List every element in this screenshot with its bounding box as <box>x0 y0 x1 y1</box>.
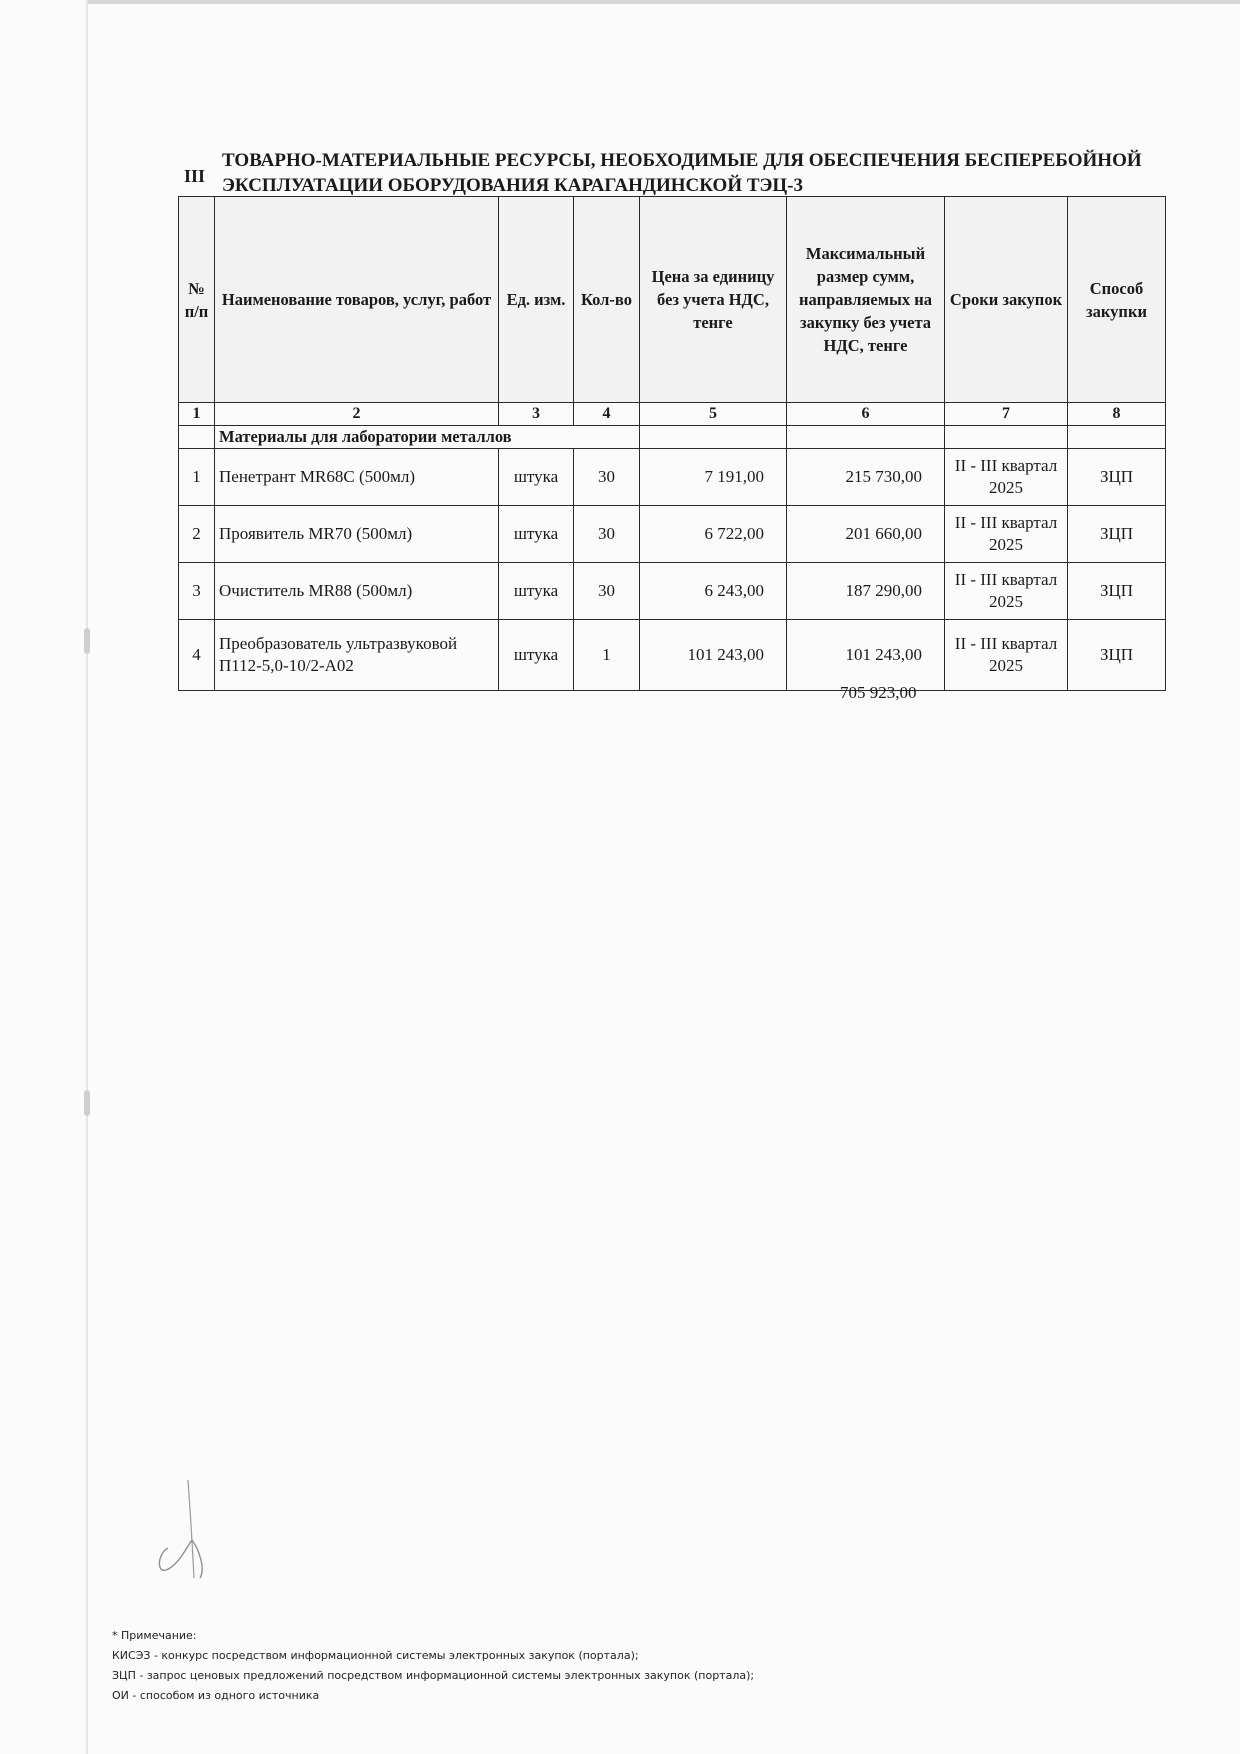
item-max-sum: 101 243,00 <box>787 620 945 691</box>
item-term: II - III квартал 2025 <box>945 506 1068 563</box>
column-number-row <box>179 403 1166 426</box>
punch-hole-mark <box>84 1090 90 1116</box>
row-number: 2 <box>179 506 215 563</box>
column-number: 6 <box>787 403 945 426</box>
note-line: КИСЭЗ - конкурс посредством информационной системы электронных закупок (портала); <box>112 1649 639 1662</box>
item-name: Проявитель MR70 (500мл) <box>215 506 499 563</box>
column-number: 1 <box>179 403 215 426</box>
item-max-sum: 201 660,00 <box>787 506 945 563</box>
item-unit-price: 101 243,00 <box>640 620 787 691</box>
item-unit: штука <box>499 563 574 620</box>
item-method: ЗЦП <box>1068 563 1166 620</box>
table-row <box>179 449 1166 506</box>
item-unit-price: 6 243,00 <box>640 563 787 620</box>
row-number: 1 <box>179 449 215 506</box>
table-total: 705 923,00 <box>840 683 917 702</box>
item-quantity: 30 <box>574 449 640 506</box>
table-row <box>179 506 1166 563</box>
item-max-sum: 215 730,00 <box>787 449 945 506</box>
item-unit-price: 7 191,00 <box>640 449 787 506</box>
section-title: ТОВАРНО-МАТЕРИАЛЬНЫЕ РЕСУРСЫ, НЕОБХОДИМЫЕ ДЛЯ ОБЕСПЕЧЕНИЯ БЕСПЕРЕБОЙНОЙ ЭКСПЛУАТАЦИИ ОБОРУДОВАНИЯ КАРАГАНДИНСКОЙ ТЭЦ-3 <box>222 150 1142 196</box>
header-cell: № п/п <box>179 197 215 403</box>
table-row <box>179 563 1166 620</box>
table-header-row <box>179 197 1166 403</box>
header-cell: Цена за единицу без учета НДС, тенге <box>640 197 787 403</box>
item-quantity: 1 <box>574 620 640 691</box>
column-number: 5 <box>640 403 787 426</box>
row-number: 4 <box>179 620 215 691</box>
procurement-table <box>178 196 1166 691</box>
item-name: Пенетрант MR68C (500мл) <box>215 449 499 506</box>
header-cell: Максимальный размер сумм, направляемых на закупку без учета НДС, тенге <box>787 197 945 403</box>
header-cell: Способ закупки <box>1068 197 1166 403</box>
header-cell: Наименование товаров, услуг, работ <box>215 197 499 403</box>
header-cell: Ед. изм. <box>499 197 574 403</box>
item-method: ЗЦП <box>1068 449 1166 506</box>
item-quantity: 30 <box>574 563 640 620</box>
item-term: II - III квартал 2025 <box>945 449 1068 506</box>
item-term: II - III квартал 2025 <box>945 620 1068 691</box>
item-unit-price: 6 722,00 <box>640 506 787 563</box>
column-number: 4 <box>574 403 640 426</box>
group-label: Материалы для лаборатории металлов <box>215 426 640 449</box>
item-name: Очиститель MR88 (500мл) <box>215 563 499 620</box>
item-quantity: 30 <box>574 506 640 563</box>
header-cell: Кол-во <box>574 197 640 403</box>
scan-edge-top <box>86 0 1240 4</box>
column-number: 3 <box>499 403 574 426</box>
item-method: ЗЦП <box>1068 506 1166 563</box>
table-row <box>179 620 1166 691</box>
item-unit: штука <box>499 449 574 506</box>
note-line: ОИ - способом из одного источника <box>112 1689 320 1702</box>
item-method: ЗЦП <box>1068 620 1166 691</box>
column-number: 2 <box>215 403 499 426</box>
item-max-sum: 187 290,00 <box>787 563 945 620</box>
item-name: Преобразователь ультразвуковой П112-5,0-10/2-А02 <box>215 620 499 691</box>
punch-hole-mark <box>84 628 90 654</box>
row-number: 3 <box>179 563 215 620</box>
scan-edge-left <box>86 0 88 1754</box>
notes-block <box>112 1626 754 1706</box>
item-term: II - III квартал 2025 <box>945 563 1068 620</box>
handwritten-signature <box>148 1478 228 1588</box>
header-cell: Сроки закупок <box>945 197 1068 403</box>
group-row <box>179 426 1166 449</box>
column-number: 8 <box>1068 403 1166 426</box>
item-unit: штука <box>499 506 574 563</box>
section-number: III <box>184 166 206 186</box>
item-unit: штука <box>499 620 574 691</box>
column-number: 7 <box>945 403 1068 426</box>
notes-heading: * Примечание: <box>112 1629 197 1642</box>
note-line: ЗЦП - запрос ценовых предложений посредством информационной системы электронных закупок (портала); <box>112 1669 755 1682</box>
